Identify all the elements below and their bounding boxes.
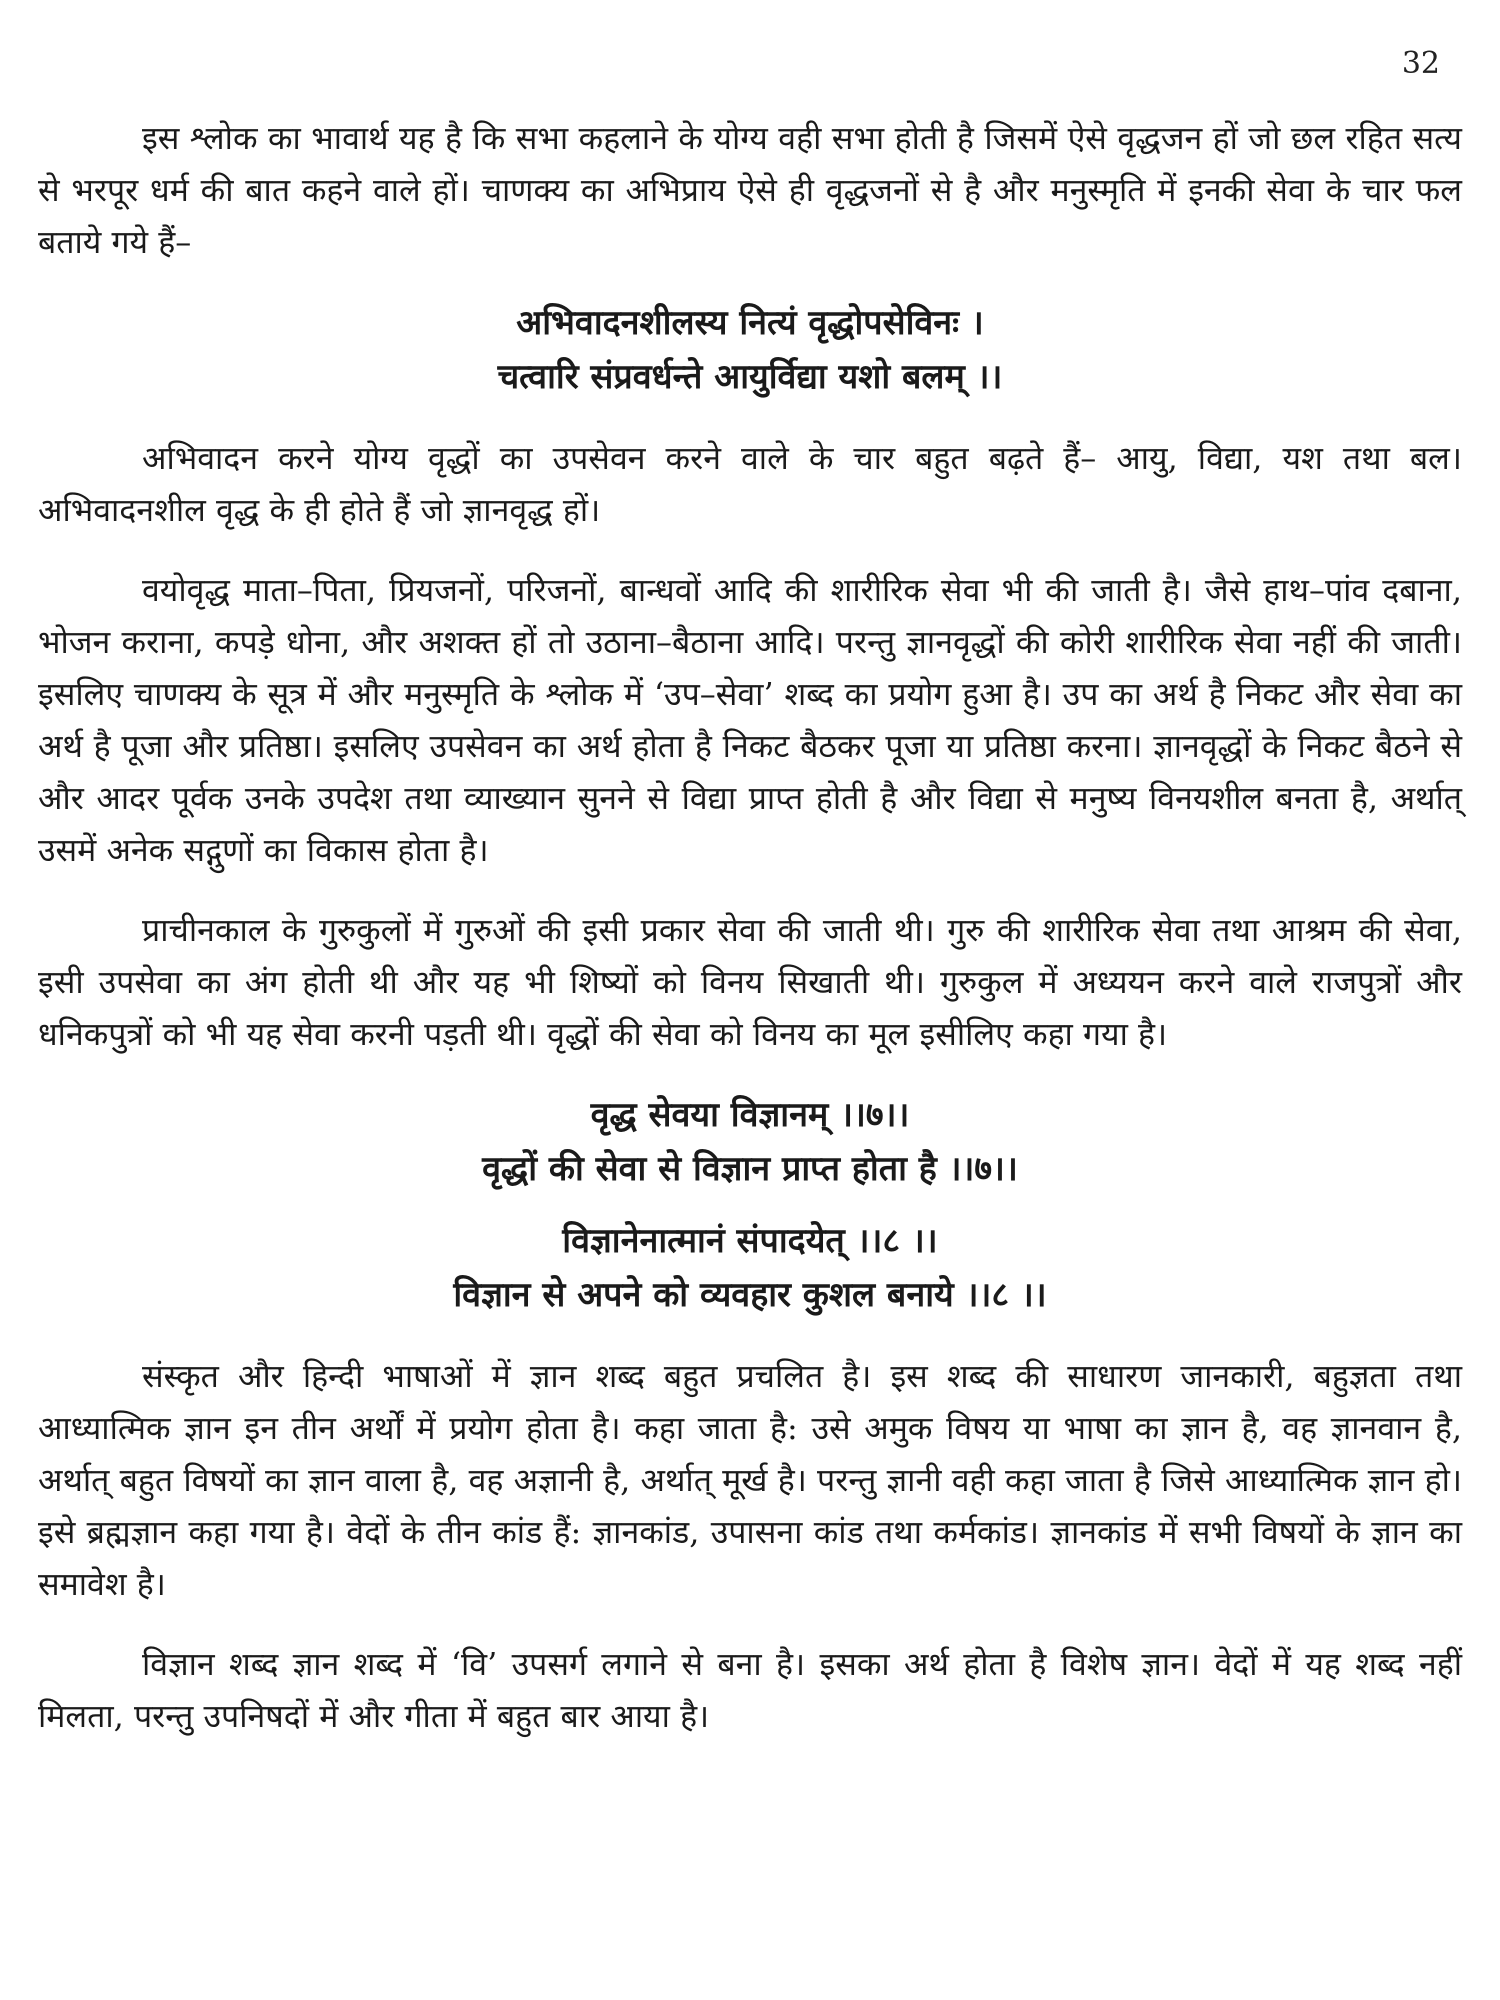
- sutra-7: [38, 1088, 1462, 1196]
- sutra-hindi: विज्ञान से अपने को व्यवहार कुशल बनाये ।।८ ।।: [453, 1275, 1047, 1315]
- verse-line: चत्वारि संप्रवर्धन्ते आयुर्विद्या यशो बलम् ।।: [497, 357, 1003, 397]
- sutra-sanskrit: वृद्ध सेवया विज्ञानम् ।।७।।: [590, 1095, 910, 1135]
- sutra-8: [38, 1214, 1462, 1322]
- sutra-sanskrit: विज्ञानेनात्मानं संपादयेत् ।।८ ।।: [562, 1221, 938, 1261]
- paragraph-sabha-meaning: इस श्लोक का भावार्थ यह है कि सभा कहलाने के योग्य वही सभा होती है जिसमें ऐसे वृद्धजन हों जो छल रहित सत्य से भरपूर धर्म की बात कहने वाले हों। चाणक्य का अभिप्राय ऐसे ही वृद्धजनों से है और मनुस्मृति में इनकी सेवा के चार फल बताये गये हैं–: [38, 119, 1462, 261]
- page-number: 32: [1401, 46, 1440, 81]
- manusmriti-verse: [38, 296, 1462, 404]
- paragraph-upaseva: वयोवृद्ध माता–पिता, प्रियजनों, परिजनों, बान्धवों आदि की शारीरिक सेवा भी की जाती है। जैसे हाथ–पांव दबाना, भोजन कराना, कपड़े धोना, और अशक्त हों तो उठाना–बैठाना आदि। परन्तु ज्ञानवृद्धों की कोरी शारीरिक सेवा नहीं की जाती। इसलिए चाणक्य के सूत्र में और मनुस्मृति के श्लोक में ‘उप–सेवा’ शब्द का प्रयोग हुआ है। उप का अर्थ है निकट और सेवा का अर्थ है पूजा और प्रतिष्ठा। इसलिए उपसेवन का अर्थ होता है निकट बैठकर पूजा या प्रतिष्ठा करना। ज्ञानवृद्धों के निकट बैठने से और आदर पूर्वक उनके उपदेश तथा व्याख्यान सुनने से विद्या प्राप्त होती है और विद्या से मनुष्य विनयशील बनता है, अर्थात् उसमें अनेक सद्गुणों का विकास होता है।: [38, 571, 1462, 869]
- verse-line: अभिवादनशीलस्य नित्यं वृद्धोपसेविनः ।: [516, 303, 984, 343]
- paragraph-vigyan: विज्ञान शब्द ज्ञान शब्द में ‘वि’ उपसर्ग लगाने से बना है। इसका अर्थ होता है विशेष ज्ञान। वेदों में यह शब्द नहीं मिलता, परन्तु उपनिषदों में और गीता में बहुत बार आया है।: [38, 1645, 1462, 1735]
- page-content: [38, 112, 1462, 1770]
- sutra-hindi: वृद्धों की सेवा से विज्ञान प्राप्त होता है ।।७।।: [482, 1149, 1018, 1189]
- paragraph-gyan: संस्कृत और हिन्दी भाषाओं में ज्ञान शब्द बहुत प्रचलित है। इस शब्द की साधारण जानकारी, बहुज्ञता तथा आध्यात्मिक ज्ञान इन तीन अर्थों में प्रयोग होता है। कहा जाता है: उसे अमुक विषय या भाषा का ज्ञान है, वह ज्ञानवान है, अर्थात् बहुत विषयों का ज्ञान वाला है, वह अज्ञानी है, अर्थात् मूर्ख है। परन्तु ज्ञानी वही कहा जाता है जिसे आध्यात्मिक ज्ञान हो। इसे ब्रह्मज्ञान कहा गया है। वेदों के तीन कांड हैं: ज्ञानकांड, उपासना कांड तथा कर्मकांड। ज्ञानकांड में सभी विषयों के ज्ञान का समावेश है।: [38, 1357, 1462, 1603]
- paragraph-verse-meaning: अभिवादन करने योग्य वृद्धों का उपसेवन करने वाले के चार बहुत बढ़ते हैं– आयु, विद्या, यश तथा बल। अभिवादनशील वृद्ध के ही होते हैं जो ज्ञानवृद्ध हों।: [38, 439, 1462, 529]
- paragraph-gurukul: प्राचीनकाल के गुरुकुलों में गुरुओं की इसी प्रकार सेवा की जाती थी। गुरु की शारीरिक सेवा तथा आश्रम की सेवा, इसी उपसेवा का अंग होती थी और यह भी शिष्यों को विनय सिखाती थी। गुरुकुल में अध्ययन करने वाले राजपुत्रों और धनिकपुत्रों को भी यह सेवा करनी पड़ती थी। वृद्धों की सेवा को विनय का मूल इसीलिए कहा गया है।: [38, 911, 1462, 1053]
